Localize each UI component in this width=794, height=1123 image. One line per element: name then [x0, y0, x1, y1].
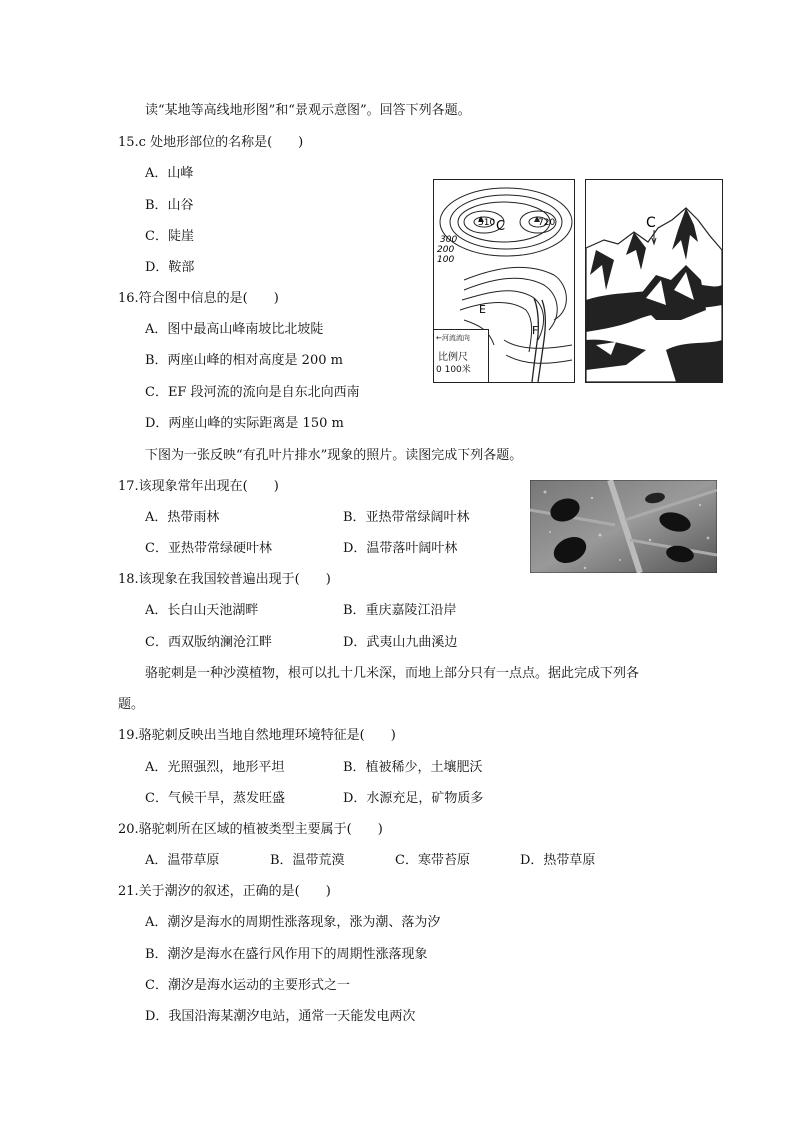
leaf-photo-image: [530, 480, 717, 573]
intro-camelthorn-line2: 题。: [118, 697, 145, 712]
q17-option-c: C．亚热带常绿硬叶林: [145, 541, 272, 556]
landscape-point-c-label: C: [646, 215, 656, 231]
q18-option-b: B．重庆嘉陵江沿岸: [343, 603, 457, 618]
q15-option-c: C．陡崖: [145, 229, 194, 244]
q17-option-d: D．温带落叶阔叶林: [343, 541, 458, 556]
question-18-stem: 18.该现象在我国较普遍出现于( ): [118, 572, 331, 587]
q16-option-b: B．两座山峰的相对高度是 200 m: [145, 353, 343, 368]
q16-option-a: A．图中最高山峰南坡比北坡陡: [145, 322, 324, 337]
q17-option-b: B．亚热带常绿阔叶林: [343, 510, 470, 525]
q16-option-d: D．两座山峰的实际距离是 150 m: [145, 416, 344, 431]
q20-option-c: C．寒带苔原: [395, 853, 470, 868]
q20-option-a: A．温带草原: [145, 853, 220, 868]
q16-option-c: C．EF 段河流的流向是自东北向西南: [145, 385, 360, 400]
map-legend: [434, 329, 489, 382]
q21-option-d: D．我国沿海某潮汐电站，通常一天能发电两次: [145, 1009, 416, 1024]
question-15-stem: 15.c 处地形部位的名称是( ): [118, 135, 304, 150]
contour-300-label: 300: [440, 235, 458, 245]
intro-contour: 读“某地等高线地形图”和“景观示意图”。回答下列各题。: [145, 103, 471, 118]
question-16-stem: 16.符合图中信息的是( ): [118, 291, 279, 306]
question-17-stem: 17.该现象常年出现在( ): [118, 479, 279, 494]
q19-option-b: B．植被稀少，土壤肥沃: [343, 760, 483, 775]
point-f-label: F: [532, 324, 539, 337]
q19-option-a: A．光照强烈，地形平坦: [145, 760, 285, 775]
intro-leaf-photo: 下图为一张反映“有孔叶片排水”现象的照片。读图完成下列各题。: [145, 448, 523, 463]
q20-option-d: D．热带草原: [520, 853, 596, 868]
contour-200-label: 200: [437, 245, 455, 255]
scale-label: 比例尺: [438, 352, 468, 363]
question-21-stem: 21.关于潮汐的叙述，正确的是( ): [118, 884, 331, 899]
q21-option-c: C．潮汐是海水运动的主要形式之一: [145, 978, 350, 993]
q17-option-a: A．热带雨林: [145, 510, 220, 525]
q21-option-b: B．潮汐是海水在盛行风作用下的周期性涨落现象: [145, 947, 428, 962]
q15-option-a: A．山峰: [145, 166, 194, 181]
landscape-illustration: [586, 180, 722, 382]
question-19-stem: 19.骆驼刺反映出当地自然地理环境特征是( ): [118, 728, 396, 743]
landscape-figure: [585, 179, 723, 383]
point-e-label: E: [479, 303, 486, 316]
q18-option-d: D．武夷山九曲溪边: [343, 635, 458, 650]
q21-option-a: A．潮汐是海水的周期性涨落现象，涨为潮、落为汐: [145, 915, 441, 930]
scale-value: 0 100米: [436, 365, 471, 375]
contour-map-figure: [433, 179, 575, 383]
contour-100-label: 100: [437, 255, 455, 265]
point-c-label: C: [496, 219, 506, 234]
q18-option-a: A．长白山天池湖畔: [145, 603, 259, 618]
question-20-stem: 20.骆驼刺所在区域的植被类型主要属于( ): [118, 822, 383, 837]
q15-option-d: D．鞍部: [145, 260, 195, 275]
peak-510-label: 510: [478, 218, 496, 228]
q20-option-b: B．温带荒漠: [270, 853, 345, 868]
river-flow-legend: ←河流流向: [436, 334, 470, 342]
intro-camelthorn-line1: 骆驼刺是一种沙漠植物，根可以扎十几米深，而地上部分只有一点点。据此完成下列各: [145, 666, 640, 681]
q19-option-d: D．水源充足，矿物质多: [343, 791, 484, 806]
leaf-photo: [530, 480, 717, 573]
peak-720-label: 720: [538, 218, 556, 228]
q15-option-b: B．山谷: [145, 198, 194, 213]
q19-option-c: C．气候干旱，蒸发旺盛: [145, 791, 285, 806]
q18-option-c: C．西双版纳澜沧江畔: [145, 635, 272, 650]
